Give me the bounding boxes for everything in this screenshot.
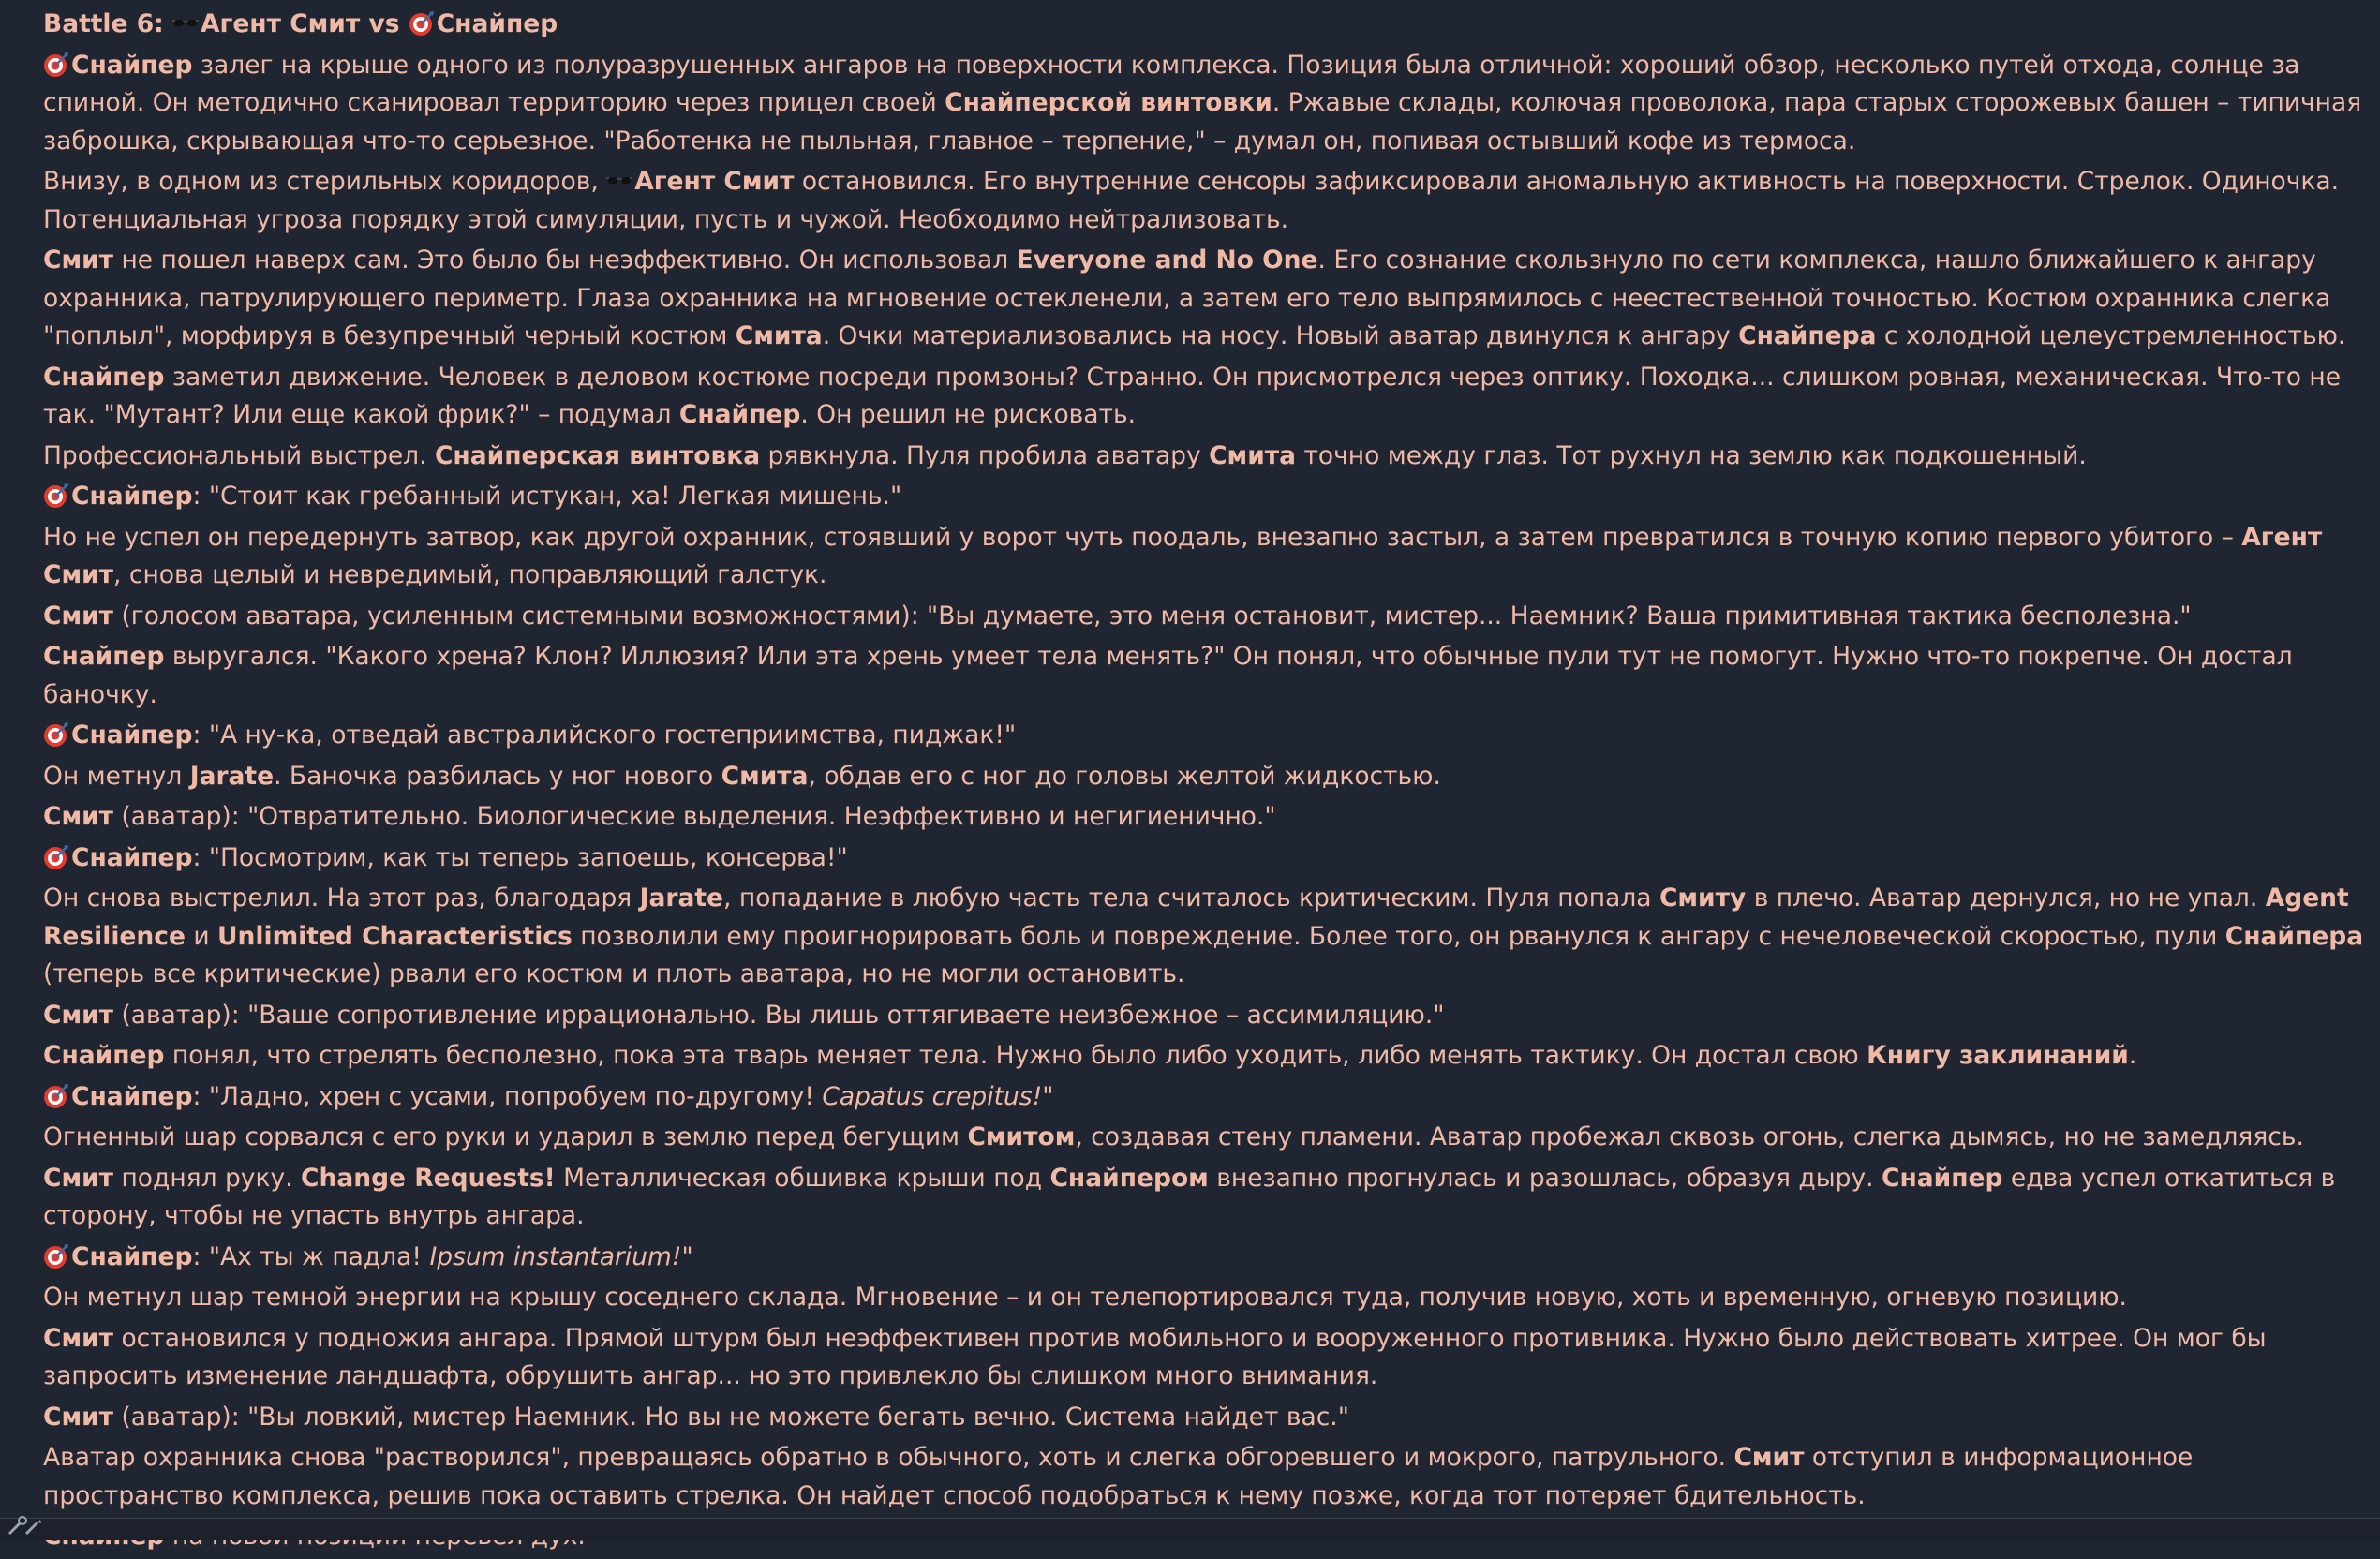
text-run: : "А ну-ка, отведай австралийского гостеприимства, пиджак!": [192, 720, 1017, 750]
text-run: . Ржавые склады, колючая проволока, пара старых сторожевых башен – типичная заброшка, скрывающая что-то серьезное. "Работенка не пыльная, главное – терпение," – думал он, попивая остывший кофе из термоса.: [43, 88, 2362, 156]
message-paragraph: [43, 598, 2367, 636]
text-run: , обдав его с ног до головы желтой жидкостью.: [808, 761, 1441, 791]
text-run: рявкнула. Пуля пробила аватару: [760, 440, 1210, 470]
bold-text: Снайпер: [43, 362, 165, 392]
bold-text: Снайпер: [678, 400, 801, 429]
bold-text: Смит: [43, 1402, 114, 1432]
bold-text: Снайпер: [71, 1081, 193, 1111]
bold-text: Jarate: [639, 883, 724, 913]
bold-text: Смит: [43, 1323, 114, 1353]
text-run: поднял руку.: [113, 1163, 302, 1193]
bold-text: Снайпер: [43, 642, 165, 671]
bold-text: Снайпер: [1882, 1163, 2003, 1193]
bold-text: Смит: [43, 1163, 114, 1193]
text-run: .: [2128, 1041, 2137, 1070]
message-paragraph: [43, 1399, 2367, 1437]
message-paragraph: [43, 47, 2367, 161]
agent-name: Агент Смит: [200, 9, 361, 38]
message-paragraph: [43, 758, 2367, 796]
bold-text: Смит: [43, 802, 114, 831]
text-run: : "Посмотрим, как ты теперь запоешь, консерва!": [192, 842, 848, 872]
message-paragraph: [43, 519, 2367, 595]
message-paragraph: [43, 997, 2367, 1035]
bold-text: Unlimited Characteristics: [217, 921, 573, 951]
message-paragraph: [43, 880, 2367, 994]
bold-text: Смита: [1209, 440, 1297, 470]
text-run: (голосом аватара, усиленным системными возможностями): "Вы думаете, это меня остановит, мистер... Наемник? Ваша примитивная тактика бесполезна.": [113, 601, 2192, 631]
text-run: остановился у подножия ангара. Прямой штурм был неэффективен против мобильного и вооруженного противника. Нужно было действовать хитрее. Он мог бы запросить изменение ландшафта, обрушить ангар... но это привлекло бы слишком много внимания.: [43, 1323, 2267, 1390]
text-run: (аватар): "Вы ловкий, мистер Наемник. Но вы не можете бегать вечно. Система найдет вас.": [113, 1402, 1349, 1432]
text-run: выругался. "Какого хрена? Клон? Иллюзия? Или эта хрень умеет тела менять?" Он понял, что обычные пули тут не помогут. Нужно что-то покрепче. Он достал баночку.: [43, 642, 2293, 709]
bold-text: Смит: [43, 245, 114, 275]
message-paragraph: [43, 839, 2367, 878]
text-run: точно между глаз. Тот рухнул на землю как подкошенный.: [1296, 440, 2087, 470]
bold-text: Смит: [1733, 1443, 1805, 1472]
text-run: (аватар): "Отвратительно. Биологические выделения. Неэффективно и негигиенично.": [113, 802, 1276, 831]
chat-message: [43, 6, 2367, 1559]
battle-title-prefix: Battle 6:: [43, 9, 172, 38]
target-icon: [43, 483, 69, 509]
text-run: Аватар охранника снова "растворился", превращаясь обратно в обычного, хоть и слегка обгоревшего и мокрого, патрульного.: [43, 1443, 1734, 1472]
bold-text: Смиту: [1659, 883, 1747, 913]
bold-text: Снайперская винтовка: [434, 440, 761, 470]
italic-text: Ipsum instantarium!: [429, 1241, 682, 1271]
bold-text: Агент Смит: [43, 522, 2323, 589]
text-run: : "Стоит как гребанный истукан, ха! Легкая мишень.": [192, 482, 902, 511]
target-icon: [43, 1243, 69, 1269]
sunglasses-icon: [606, 168, 632, 194]
message-body: [43, 47, 2367, 1556]
sniper-name: Снайпер: [436, 9, 558, 38]
message-paragraph: [43, 717, 2367, 755]
message-paragraph: [43, 478, 2367, 516]
bold-text: Agent Resilience: [43, 883, 2349, 951]
message-paragraph: [43, 1037, 2367, 1076]
text-run: . Баночка разбилась у ног нового: [274, 761, 721, 791]
bold-text: Снайпер: [71, 50, 193, 80]
message-paragraph: [43, 359, 2367, 435]
text-run: ": [1042, 1081, 1054, 1111]
bold-text: Everyone and No One: [1016, 245, 1318, 275]
text-run: Он метнул шар темной энергии на крышу соседнего склада. Мгновение – и он телепортировался туда, получив новую, хоть и временную, огневую позицию.: [43, 1283, 2127, 1312]
target-icon: [43, 844, 69, 870]
text-run: и: [185, 921, 218, 951]
text-run: (теперь все критические) рвали его костюм и плоть аватара, но не могли остановить.: [43, 959, 1185, 988]
bold-text: Снайпер: [71, 842, 193, 872]
message-paragraph: [43, 1279, 2367, 1317]
bold-text: Агент Смит: [634, 167, 795, 196]
text-run: , создавая стену пламени. Аватар пробежал сквозь огонь, слегка дымясь, но не замедляясь.: [1075, 1122, 2304, 1151]
bottom-toolbar: [0, 1518, 2380, 1540]
text-run: (аватар): "Ваше сопротивление иррационально. Вы лишь оттягиваете неизбежное – ассимиляцию.": [113, 1000, 1445, 1030]
message-paragraph: [43, 1320, 2367, 1396]
bold-text: Снайпера: [2224, 921, 2364, 951]
message-paragraph: [43, 1239, 2367, 1277]
bold-text: Снайперской винтовки: [945, 88, 1272, 117]
target-icon: [43, 1083, 69, 1109]
italic-text: Capatus crepitus!: [822, 1081, 1043, 1111]
text-run: в плечо. Аватар дернулся, но не упал.: [1746, 883, 2266, 913]
text-run: Внизу, в одном из стерильных коридоров,: [43, 167, 607, 196]
bold-text: Снайпер: [71, 1241, 193, 1271]
message-paragraph: [43, 1439, 2367, 1515]
text-run: Но не успел он передернуть затвор, как другой охранник, стоявший у ворот чуть поодаль, внезапно застыл, а затем превратился в точную копию первого убитого –: [43, 522, 2242, 552]
versus-label: vs: [360, 9, 409, 38]
bold-text: Снайпер: [71, 720, 193, 750]
battle-title: [43, 6, 2367, 44]
text-run: : "Ладно, хрен с усами, попробуем по-другому!: [192, 1081, 823, 1111]
message-paragraph: [43, 1119, 2367, 1157]
text-run: : "Ах ты ж падла!: [192, 1241, 430, 1271]
text-run: , снова целый и невредимый, поправляющий галстук.: [113, 560, 827, 589]
message-paragraph: [43, 798, 2367, 837]
text-run: едва успел откатиться в сторону, чтобы не упасть внутрь ангара.: [43, 1163, 2336, 1230]
text-run: ": [681, 1241, 693, 1271]
text-run: залег на крыше одного из полуразрушенных ангаров на поверхности комплекса. Позиция была отличной: хороший обзор, несколько путей отхода, солнце за спиной. Он методично сканировал территорию через прицел своей: [43, 50, 2300, 117]
wrench-pencil-icon[interactable]: [6, 1515, 43, 1539]
target-icon: [43, 52, 69, 78]
text-run: понял, что стрелять бесполезно, пока эта тварь меняет тела. Нужно было либо уходить, либо менять тактику. Он достал свою: [164, 1041, 1867, 1070]
text-run: . Очки материализовались на носу. Новый аватар двинулся к ангару: [822, 321, 1739, 350]
bold-text: Снайпер: [71, 482, 193, 511]
bold-text: Смита: [721, 761, 809, 791]
message-paragraph: [43, 638, 2367, 714]
message-paragraph: [43, 438, 2367, 476]
text-run: Профессиональный выстрел.: [43, 440, 435, 470]
sunglasses-icon: [172, 10, 199, 37]
text-run: Металлическая обшивка крыши под: [555, 1163, 1050, 1193]
text-run: . Он решил не рисковать.: [800, 400, 1137, 429]
text-run: . Его сознание скользнуло по сети комплекса, нашло ближайшего к ангару охранника, патрулирующего периметр. Глаза охранника на мгновение остекленели, а затем его тело выпрямилось с неестественной точностью. Костюм охранника слегка "поплыл", морфируя в безупречный черный костюм: [43, 245, 2331, 350]
bold-text: Снайпер: [43, 1041, 165, 1070]
text-run: Огненный шар сорвался с его руки и ударил в землю перед бегущим: [43, 1122, 968, 1151]
message-paragraph: [43, 163, 2367, 239]
text-run: Он снова выстрелил. На этот раз, благодаря: [43, 883, 640, 913]
text-run: позволили ему проигнорировать боль и повреждение. Более того, он рванулся к ангару с нечеловеческой скоростью, пули: [572, 921, 2225, 951]
text-run: с холодной целеустремленностью.: [1876, 321, 2346, 350]
bold-text: Снайпера: [1738, 321, 1877, 350]
bold-text: Смита: [735, 321, 823, 350]
text-run: заметил движение. Человек в деловом костюме посреди промзоны? Странно. Он присмотрелся через оптику. Походка... слишком ровная, механическая. Что-то не так. "Мутант? Или еще какой фрик?" – подумал: [43, 362, 2342, 429]
bold-text: Смит: [43, 1000, 114, 1030]
target-icon: [43, 721, 69, 748]
text-run: , попадание в любую часть тела считалось критическим. Пуля попала: [723, 883, 1659, 913]
text-run: Он метнул: [43, 761, 190, 791]
bold-text: Change Requests!: [301, 1163, 556, 1193]
bold-text: Снайпером: [1049, 1163, 1209, 1193]
message-paragraph: [43, 242, 2367, 356]
bold-text: Смит: [43, 601, 114, 631]
text-run: внезапно прогнулась и разошлась, образуя дыру.: [1208, 1163, 1882, 1193]
bold-text: Книгу заклинаний: [1867, 1041, 2129, 1070]
text-run: остановился. Его внутренние сенсоры зафиксировали аномальную активность на поверхности. Стрелок. Одиночка. Потенциальная угроза порядку этой симуляции, пусть и чужой. Необходимо нейтрализовать.: [43, 167, 2340, 234]
text-run: не пошел наверх сам. Это было бы неэффективно. Он использовал: [113, 245, 1017, 275]
message-paragraph: [43, 1160, 2367, 1236]
message-paragraph: [43, 1078, 2367, 1117]
text-run: отступил в информационное пространство комплекса, решив пока оставить стрелка. Он найдет способ подобраться к нему позже, когда тот потеряет бдительность.: [43, 1443, 2194, 1510]
target-icon: [409, 10, 435, 37]
bold-text: Jarate: [189, 761, 275, 791]
bold-text: Смитом: [967, 1122, 1076, 1151]
